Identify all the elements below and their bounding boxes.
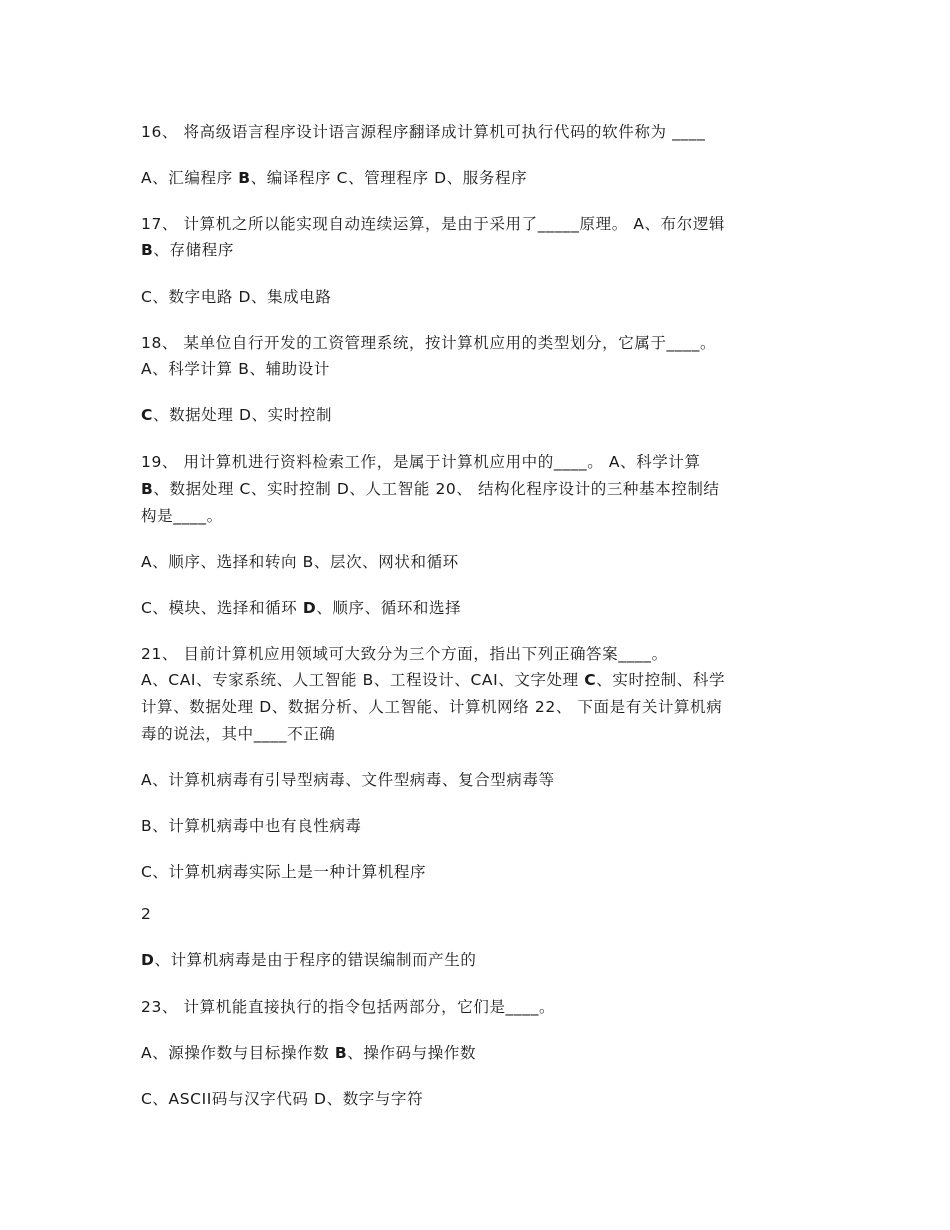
answer-letter: D [302,599,317,617]
text-run: C、ASCII码与汉字代码 D、数字与字符 [141,1090,424,1108]
text-run: C、模块、选择和循环 [141,599,303,617]
text-run: 2 [141,905,152,923]
text-line [141,1041,476,1063]
text-line [141,212,725,234]
text-line [141,768,555,790]
text-run: 19、 用计算机进行资料检索工作，是属于计算机应用中的____。 A、科学计算 [141,453,701,471]
text-line [141,477,720,499]
text-line [141,948,476,970]
text-run: A、顺序、选择和转向 B、层次、网状和循环 [141,553,459,571]
text-run: B、计算机病毒中也有良性病毒 [141,817,362,835]
text-line [141,357,330,379]
text-line [141,285,332,307]
text-run: 、计算机病毒是由于程序的错误编制而产生的 [154,951,477,969]
text-run: 18、 某单位自行开发的工资管理系统，按计算机应用的类型划分，它属于____。 [141,334,717,352]
text-run: 21、 目前计算机应用领域可大致分为三个方面，指出下列正确答案____。 [141,645,668,663]
text-run: 、编译程序 C、管理程序 D、服务程序 [250,169,528,187]
text-line [141,403,332,425]
text-run: C、数字电路 D、集成电路 [141,288,332,306]
text-run: 毒的说法，其中____不正确 [141,725,336,743]
text-run: C、计算机病毒实际上是一种计算机程序 [141,863,427,881]
text-run: 23、 计算机能直接执行的指令包括两部分，它们是____。 [141,998,556,1016]
text-run: A、CAI、专家系统、人工智能 B、工程设计、CAI、文字处理 [141,671,585,689]
text-line [141,814,362,836]
answer-letter: B [141,480,154,498]
text-run: 、数据处理 D、实时控制 [152,406,333,424]
text-line [141,331,716,353]
text-line [141,905,151,923]
text-line [141,860,426,882]
answer-letter: C [584,671,597,689]
text-line [141,995,555,1017]
answer-letter: D [141,951,155,969]
text-line [141,166,527,188]
text-line [141,450,701,472]
text-run: A、科学计算 B、辅助设计 [141,360,330,378]
answer-letter: C [141,406,153,424]
text-run: 构是____。 [141,507,223,525]
text-line [141,695,722,717]
text-run: 17、 计算机之所以能实现自动连续运算，是由于采用了_____原理。 A、布尔逻辑 [141,215,726,233]
text-line [141,722,335,744]
answer-letter: B [334,1044,348,1062]
text-run: 、数据处理 C、实时控制 D、人工智能 20、 结构化程序设计的三种基本控制结 [153,480,720,498]
text-line [141,120,705,142]
text-line [141,668,725,690]
text-run: 、操作码与操作数 [347,1044,477,1062]
text-line [141,504,223,526]
text-run: A、计算机病毒有引导型病毒、文件型病毒、复合型病毒等 [141,771,555,789]
answer-letter: B [238,169,251,187]
text-run: 、实时控制、科学 [596,671,726,689]
text-run: 、存储程序 [153,241,234,259]
text-run: A、汇编程序 [141,169,239,187]
text-line [141,238,234,260]
answer-letter: B [141,241,154,259]
text-run: 、顺序、循环和选择 [316,599,462,617]
text-line [141,550,459,572]
text-line [141,1087,423,1109]
text-run: 16、 将高级语言程序设计语言源程序翻译成计算机可执行代码的软件称为 ____ [141,123,706,141]
text-run: 计算、数据处理 D、数据分析、人工智能、计算机网络 22、 下面是有关计算机病 [141,698,723,716]
text-line [141,642,668,664]
text-run: A、源操作数与目标操作数 [141,1044,335,1062]
text-line [141,596,461,618]
